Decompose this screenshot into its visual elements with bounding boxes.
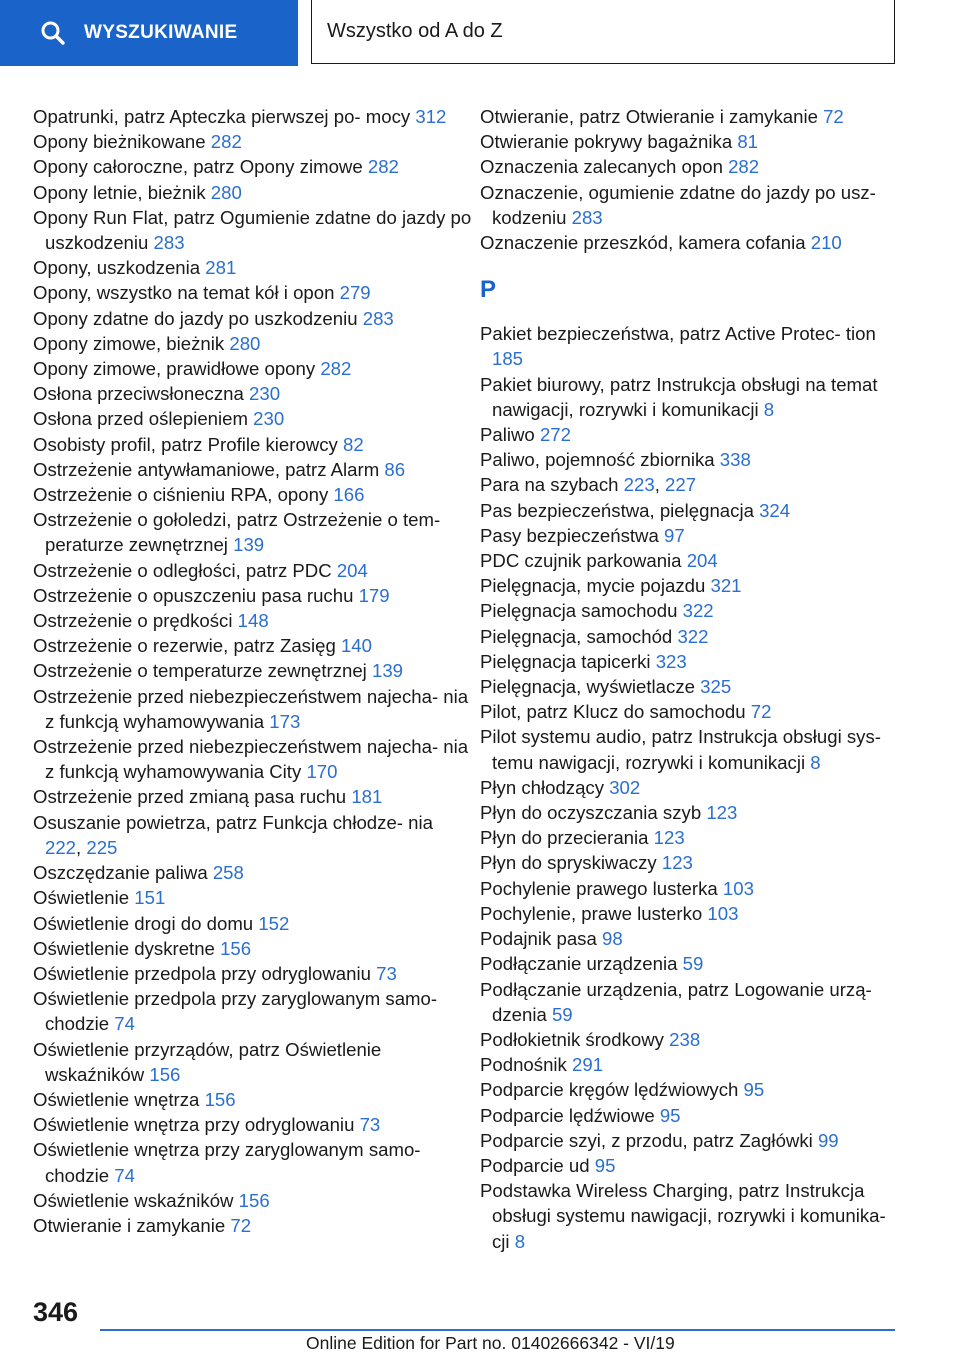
index-entry-text: PDC czujnik parkowania — [480, 550, 682, 572]
index-entry — [33, 658, 473, 683]
index-entry — [480, 850, 900, 875]
page-reference-link[interactable]: 179 — [358, 584, 390, 606]
index-entry-text: Podparcie lędźwiowe — [480, 1104, 655, 1126]
page-reference-link[interactable]: 282 — [728, 156, 760, 178]
index-entry — [480, 926, 900, 951]
index-entry — [480, 573, 900, 598]
page-reference-link[interactable]: 321 — [710, 575, 742, 597]
index-entry — [480, 674, 900, 699]
page-reference-link[interactable]: 282 — [210, 131, 242, 153]
index-entry-text: Osobisty profil, patrz Profile kierowcy — [33, 433, 338, 455]
page-reference-link[interactable]: 74 — [114, 1164, 135, 1186]
index-entry-text: Oświetlenie przedpola przy zaryglowanym samo‐ chodzie — [33, 988, 438, 1035]
index-column-left — [33, 104, 473, 1238]
index-entry-text: Oświetlenie — [33, 887, 130, 909]
index-entry — [33, 306, 473, 331]
page-reference-link[interactable]: 230 — [249, 383, 281, 405]
index-entry — [33, 507, 473, 557]
page-reference-link[interactable]: 73 — [359, 1114, 381, 1136]
page-reference-link[interactable]: 291 — [572, 1054, 604, 1076]
index-entry — [33, 885, 473, 910]
page-reference-link[interactable]: 72 — [823, 106, 844, 127]
index-entry — [480, 649, 900, 674]
page-reference-link[interactable]: 139 — [371, 660, 404, 682]
index-entry-text: Opony Run Flat, patrz Ogumienie zdatne do jazdy po uszkodzeniu — [33, 206, 472, 254]
index-entry-text: Opony całoroczne, patrz Opony zimowe — [33, 156, 363, 178]
section-letter: P — [480, 276, 497, 304]
search-icon — [40, 20, 66, 46]
search-button[interactable] — [0, 0, 298, 66]
page-number: 346 — [33, 1297, 79, 1327]
index-entry-text: Podstawka Wireless Charging, patrz Instrukcja obsługi systemu nawigacji, rozrywki i komunika‐ cji — [480, 1180, 886, 1252]
page-reference-link[interactable]: 95 — [743, 1079, 765, 1101]
page-reference-link[interactable]: 272 — [539, 424, 571, 446]
page-reference-link[interactable]: 280 — [210, 181, 242, 203]
index-entry — [33, 583, 473, 608]
page-reference-link[interactable]: 156 — [149, 1063, 181, 1085]
index-entry-text: Opatrunki, patrz Apteczka pierwszej po‐ mocy — [33, 106, 411, 127]
index-entry-text: Pilot systemu audio, patrz Instrukcja obsługi sys‐ temu nawigacji, rozrywki i komunikacji — [480, 726, 881, 773]
index-entry-text: Pielęgnacja, samochód — [480, 625, 673, 647]
index-entry-text: Pielęgnacja, wyświetlacze — [480, 676, 695, 698]
index-entry-text: Oznaczenia zalecanych opon — [480, 156, 723, 178]
page-reference-link[interactable]: 279 — [339, 282, 371, 304]
index-entry — [480, 951, 900, 976]
index-entry-text: Opony zimowe, bieżnik — [33, 332, 225, 354]
index-entry-text: Pas bezpieczeństwa, pielęgnacja — [480, 499, 754, 521]
index-entry — [33, 961, 473, 986]
index-entry — [33, 356, 473, 381]
page-reference-link[interactable]: 258 — [212, 862, 244, 884]
index-entry — [33, 608, 473, 633]
index-entry-text: Pielęgnacja tapicerki — [480, 650, 651, 672]
page-reference-link[interactable]: 156 — [220, 937, 252, 959]
index-entry — [33, 482, 473, 507]
page-reference-link[interactable]: 95 — [594, 1154, 616, 1176]
index-entry — [33, 406, 473, 431]
page-reference-link[interactable]: 281 — [205, 257, 237, 279]
index-entry-text: Opony, wszystko na temat kół i opon — [33, 282, 335, 304]
index-entry-text: Opony zdatne do jazdy po uszkodzeniu — [33, 307, 358, 329]
index-entry — [480, 800, 900, 825]
index-entry-text: Opony, uszkodzenia — [33, 257, 201, 279]
page-reference-link[interactable]: 103 — [707, 902, 739, 924]
page-reference-link[interactable]: 282 — [320, 358, 352, 380]
index-entry — [480, 1027, 900, 1052]
page-reference-link[interactable]: 210 — [810, 232, 842, 254]
index-entry-text: Ostrzeżenie o odległości, patrz PDC — [33, 559, 332, 581]
page-reference-link[interactable]: 123 — [706, 802, 738, 824]
index-entry-text: Ostrzeżenie antywłamaniowe, patrz Alarm — [33, 458, 380, 480]
page-reference-link[interactable]: 151 — [134, 887, 166, 909]
index-group-o — [480, 104, 900, 255]
index-entry-text: Otwieranie pokrywy bagażnika — [480, 131, 733, 153]
index-entry-text: Pilot, patrz Klucz do samochodu — [480, 701, 746, 723]
index-entry — [480, 977, 900, 1027]
index-entry-text: Podnośnik — [480, 1054, 567, 1076]
footer-divider — [100, 1329, 895, 1331]
page-reference-link[interactable]: 103 — [722, 877, 754, 899]
page-reference-link[interactable]: 82 — [343, 433, 364, 455]
search-label: WYSZUKIWANIE — [84, 22, 238, 43]
page-reference-link[interactable]: 97 — [663, 524, 685, 546]
index-entry-text: Ostrzeżenie przed niebezpieczeństwem najecha‐ nia z funkcją wyhamowywania City — [33, 736, 469, 783]
page-reference-link[interactable]: 312 — [415, 106, 447, 127]
index-entry-text: Osuszanie powietrza, patrz Funkcja chłodze‐ nia — [33, 811, 433, 833]
index-entry — [480, 624, 900, 649]
index-entry — [480, 523, 900, 548]
page-reference-link[interactable]: 156 — [238, 1189, 270, 1211]
page-reference-link[interactable]: 185 — [492, 348, 524, 370]
index-entry — [33, 1037, 473, 1087]
page-reference-link[interactable]: 123 — [661, 852, 693, 874]
index-entry-text: Podłączanie urządzenia, patrz Logowanie urzą‐ dzenia — [480, 978, 872, 1025]
index-entry — [480, 447, 900, 472]
page-reference-link[interactable]: 173 — [269, 710, 301, 732]
index-entry — [33, 457, 473, 482]
index-entry — [33, 381, 473, 406]
page-reference-link[interactable]: 139 — [233, 534, 265, 556]
page-reference-link[interactable]: 99 — [817, 1129, 839, 1151]
index-entry — [33, 911, 473, 936]
index-entry — [33, 205, 473, 255]
index-entry-text: Osłona przeciwsłoneczna — [33, 383, 244, 405]
index-entry — [33, 633, 473, 658]
index-entry-text: Płyn do spryskiwaczy — [480, 852, 657, 874]
page-reference-link[interactable]: 81 — [737, 131, 759, 153]
index-entry-text: Otwieranie, patrz Otwieranie i zamykanie — [480, 106, 818, 127]
index-entry — [33, 432, 473, 457]
index-entry — [33, 936, 473, 961]
page-reference-link[interactable]: 222 — [45, 836, 77, 858]
page-reference-link[interactable]: 325 — [700, 676, 732, 698]
index-entry — [33, 734, 473, 784]
index-entry — [480, 1103, 900, 1128]
index-entry — [480, 548, 900, 573]
page-reference-link[interactable]: 322 — [677, 625, 709, 647]
page-reference-link[interactable]: 123 — [653, 827, 685, 849]
index-entry-text: Paliwo — [480, 424, 535, 446]
index-entry-text: Podłokietnik środkowy — [480, 1028, 664, 1050]
index-entry-text: Oświetlenie wnętrza — [33, 1088, 200, 1110]
page-reference-link[interactable]: 59 — [682, 953, 704, 975]
index-entry: Para na szybach 223, 227 — [480, 474, 697, 496]
index-entry — [33, 1087, 473, 1112]
page-reference-link[interactable]: 72 — [750, 701, 772, 723]
index-entry — [33, 684, 473, 734]
index-entry — [33, 331, 473, 356]
index-entry-text: Ostrzeżenie o prędkości — [33, 610, 233, 632]
index-entry — [480, 901, 900, 926]
index-entry — [480, 724, 900, 774]
index-entry — [33, 129, 473, 154]
edition-text: Online Edition for Part no. 01402666342 - VI/19 — [306, 1333, 675, 1353]
index-entry-text: Ostrzeżenie przed zmianą pasa ruchu — [33, 786, 347, 808]
page-reference-link[interactable]: 166 — [333, 484, 365, 506]
index-entry — [480, 372, 900, 422]
index-entry-text: Płyn chłodzący — [480, 776, 605, 798]
index-entry — [480, 154, 900, 179]
index-entry-text: Osłona przed oślepieniem — [33, 408, 248, 430]
index-entry — [480, 876, 900, 901]
index-entry-text: Opony letnie, bieżnik — [33, 181, 206, 203]
index-group-p — [480, 321, 900, 1254]
page-reference-link[interactable]: 95 — [659, 1104, 681, 1126]
index-entry-text: Oznaczenie przeszkód, kamera cofania — [480, 232, 806, 254]
index-entry — [33, 1137, 473, 1187]
index-entry-text: Pakiet bezpieczeństwa, patrz Active Protec‐ tion — [480, 323, 876, 345]
page-reference-link[interactable]: 227 — [665, 474, 697, 496]
index-entry-text: Płyn do przecierania — [480, 827, 649, 849]
index-entry-text: Oznaczenie, ogumienie zdatne do jazdy po usz‐ kodzeniu — [480, 181, 876, 228]
index-entry-text: Oświetlenie przyrządów, patrz Oświetlenie wskaźników — [33, 1038, 382, 1085]
page-reference-link[interactable]: 204 — [336, 559, 368, 581]
index-entry-text: Oświetlenie drogi do domu — [33, 912, 254, 934]
index-entry — [480, 775, 900, 800]
index-entry — [480, 1077, 900, 1102]
index-entry — [33, 1213, 473, 1238]
page-reference-link[interactable]: 152 — [258, 912, 290, 934]
index-entry — [480, 1153, 900, 1178]
page-reference-link[interactable]: 238 — [669, 1028, 701, 1050]
page-reference-link[interactable]: 170 — [306, 761, 338, 783]
page-reference-link[interactable]: 323 — [655, 650, 687, 672]
index-entry-text: Płyn do oczyszczania szyb — [480, 802, 702, 824]
index-entry-text: Ostrzeżenie o gołoledzi, patrz Ostrzeżenie o tem‐ peraturze zewnętrznej — [33, 509, 441, 556]
index-entry — [33, 104, 473, 129]
page-reference-link[interactable]: 140 — [340, 635, 372, 657]
page-reference-link[interactable]: 322 — [682, 600, 714, 622]
index-entry — [33, 986, 473, 1036]
index-entry — [480, 422, 900, 447]
page-reference-link[interactable]: 59 — [551, 1003, 573, 1025]
index-entry-text: Oświetlenie przedpola przy odryglowaniu — [33, 962, 371, 984]
index-entry-text: Oświetlenie wnętrza przy odryglowaniu — [33, 1114, 355, 1136]
index-entry — [480, 104, 900, 129]
page-reference-link[interactable]: 72 — [230, 1214, 252, 1236]
index-entry — [480, 129, 900, 154]
index-entry-text: Ostrzeżenie o ciśnieniu RPA, opony — [33, 484, 329, 506]
page-reference-link[interactable]: 8 — [763, 398, 775, 420]
index-entry-text: Podparcie kręgów lędźwiowych — [480, 1079, 739, 1101]
index-entry — [480, 180, 900, 230]
index-entry-text: Pielęgnacja, mycie pojazdu — [480, 575, 706, 597]
index-entry — [480, 699, 900, 724]
index-entry-text: Pielęgnacja samochodu — [480, 600, 678, 622]
index-entry — [480, 825, 900, 850]
index-entry — [33, 784, 473, 809]
index-entry — [480, 230, 900, 255]
page-reference-link[interactable]: 74 — [114, 1013, 135, 1035]
index-entry-text: Opony zimowe, prawidłowe opony — [33, 358, 316, 380]
page-reference-link[interactable]: 156 — [204, 1088, 236, 1110]
index-entry-text: Podparcie ud — [480, 1154, 590, 1176]
index-entry-text: Oświetlenie wskaźników — [33, 1189, 234, 1211]
page-reference-link[interactable]: 204 — [686, 550, 718, 572]
page-reference-link[interactable]: 338 — [719, 449, 751, 471]
index-entry-text: Oszczędzanie paliwa — [33, 862, 208, 884]
index-entry: Osuszanie powietrza, patrz Funkcja chłodze‐ nia 222, 225 — [33, 811, 433, 858]
index-entry — [33, 280, 473, 305]
page-reference-link[interactable]: 148 — [237, 610, 269, 632]
tab-a-to-z[interactable]: Wszystko od A do Z — [311, 0, 895, 64]
index-entry-text: Podparcie szyi, z przodu, patrz Zagłówki — [480, 1129, 813, 1151]
index-entry — [33, 860, 473, 885]
index-entry — [33, 558, 473, 583]
page-reference-link[interactable]: 86 — [384, 458, 406, 480]
index-entry — [480, 1128, 900, 1153]
page-reference-link[interactable]: 283 — [362, 307, 394, 329]
index-entry-text: Otwieranie i zamykanie — [33, 1214, 226, 1236]
index-entry-text: Pochylenie prawego lusterka — [480, 877, 718, 899]
index-entry — [480, 1178, 900, 1254]
page-reference-link[interactable]: 302 — [609, 776, 641, 798]
page-reference-link[interactable]: 230 — [253, 408, 285, 430]
header — [0, 0, 960, 66]
page-reference-link[interactable]: 223 — [623, 474, 655, 496]
index-entry-text: Podłączanie urządzenia — [480, 953, 678, 975]
page-reference-link[interactable]: 280 — [229, 332, 261, 354]
index-entry — [480, 498, 900, 523]
index-entry-text: Ostrzeżenie o temperaturze zewnętrznej — [33, 660, 367, 682]
index-entry-text: Opony bieżnikowane — [33, 131, 206, 153]
page-reference-link[interactable]: 8 — [810, 751, 821, 773]
index-column-right — [480, 104, 900, 1254]
index-entry — [33, 255, 473, 280]
page-reference-link[interactable]: 225 — [86, 836, 118, 858]
page-reference-link[interactable]: 283 — [571, 206, 603, 228]
index-entry-text: Para na szybach — [480, 474, 619, 496]
page-reference-link[interactable]: 73 — [376, 962, 397, 984]
page-reference-link[interactable]: 8 — [514, 1230, 526, 1252]
index-entry-text: Ostrzeżenie przed niebezpieczeństwem najecha‐ nia z funkcją wyhamowywania — [33, 685, 469, 732]
index-entry — [33, 180, 473, 205]
index-entry — [480, 598, 900, 623]
index-entry — [33, 1112, 473, 1137]
index-entry-text: Podajnik pasa — [480, 928, 597, 950]
index-entry-text: Pochylenie, prawe lusterko — [480, 902, 703, 924]
index-entry — [33, 154, 473, 179]
page-reference-link[interactable]: 98 — [601, 928, 623, 950]
page-reference-link[interactable]: 282 — [367, 156, 399, 178]
index-entry-text: Oświetlenie dyskretne — [33, 937, 215, 959]
page-reference-link[interactable]: 324 — [759, 499, 791, 521]
index-entry-text: Ostrzeżenie o rezerwie, patrz Zasięg — [33, 635, 336, 657]
page-reference-link[interactable]: 181 — [351, 786, 383, 808]
index-entry-text: Pakiet biurowy, patrz Instrukcja obsługi na temat nawigacji, rozrywki i komunikacji — [480, 373, 878, 420]
index-entry-text: Oświetlenie wnętrza przy zaryglowanym samo‐ chodzie — [33, 1139, 421, 1186]
index-entry-text: Paliwo, pojemność zbiornika — [480, 449, 715, 471]
index-entry-text: Pasy bezpieczeństwa — [480, 524, 659, 546]
index-entry — [480, 321, 900, 371]
page-reference-link[interactable]: 283 — [153, 232, 185, 254]
index-entry — [480, 1052, 900, 1077]
index-entry — [33, 1188, 473, 1213]
index-entry-text: Ostrzeżenie o opuszczeniu pasa ruchu — [33, 584, 354, 606]
